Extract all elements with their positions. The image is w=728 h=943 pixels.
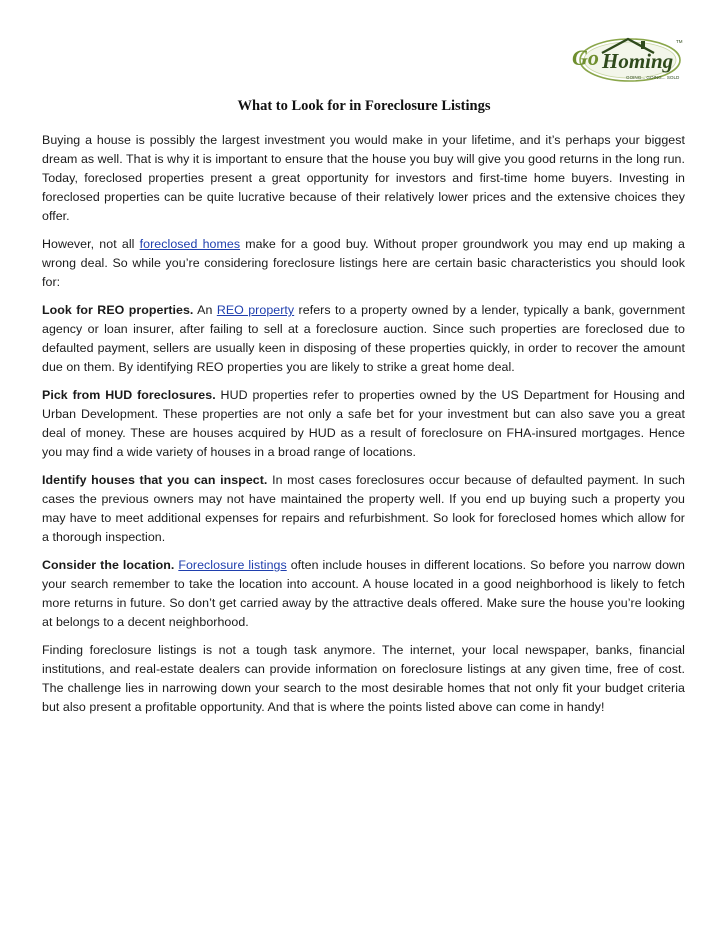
paragraph-text: make for a good buy. Without proper groundwork you may end up making a wrong deal. So while you’re considering foreclosure listings here are certain basic characteristics you should look for:: [42, 237, 685, 289]
paragraph-lead: Consider the location.: [42, 558, 175, 572]
logo-wordmark-homing: Homing: [602, 49, 674, 73]
paragraph-intro: [42, 131, 685, 226]
paragraph-lead: Identify houses that you can inspect.: [42, 473, 268, 487]
paragraph-reo: [42, 301, 685, 377]
gohoming-logo: [568, 34, 686, 86]
paragraph-location: [42, 556, 685, 632]
paragraph-text: often include houses in different locations. So before you narrow down your search remember to take the location into account. A house located in a good neighborhood is likely to fetch more returns in future. So don’t get carried away by the attractive deals offered. Make sure the house you’re looking at belongs to a decent neighborhood.: [42, 558, 685, 629]
foreclosure-listings-link[interactable]: Foreclosure listings: [178, 558, 287, 572]
paragraph-conclusion: [42, 641, 685, 717]
logo-trademark: TM: [676, 39, 683, 44]
paragraph-hud: [42, 386, 685, 462]
reo-property-link[interactable]: REO property: [216, 303, 295, 317]
paragraph-inspect: [42, 471, 685, 547]
paragraph-text: However, not all: [42, 237, 140, 251]
paragraph-groundwork: [42, 235, 685, 292]
paragraph-text: An: [193, 303, 217, 317]
paragraph-text: refers to a property owned by a lender, typically a bank, government agency or loan insurer, after failing to sell at a foreclosure auction. Since such properties are foreclosed due to defaulted payment, sellers are usually keen in disposing of these properties quickly, in order to recover the amount due on them. By identifying REO properties you are likely to strike a great home deal.: [42, 303, 685, 374]
logo-tagline: GOING... GOING... SOLD: [626, 75, 680, 80]
paragraph-lead: Pick from HUD foreclosures.: [42, 388, 216, 402]
paragraph-text: Buying a house is possibly the largest investment you would make in your lifetime, and it’s perhaps your biggest dream as well. That is why it is important to ensure that the house you buy will give you good returns in the long run. Today, foreclosed properties present a great opportunity for investors and first-time home buyers. Investing in foreclosed properties can be quite lucrative because of their relatively lower prices and the extensive choices they offer.: [42, 133, 685, 223]
paragraph-text: HUD properties refer to properties owned by the US Department for Housing and Urban Development. These properties are not only a safe bet for your investment but can also save you a great deal of money. These are houses acquired by HUD as a result of foreclosure on FHA-insured mortgages. Hence you may find a wide variety of houses in a broad range of locations.: [42, 388, 685, 459]
paragraph-text: Finding foreclosure listings is not a tough task anymore. The internet, your local newspaper, banks, financial institutions, and real-estate dealers can provide information on foreclosure listings at any given time, free of cost. The challenge lies in narrowing down your search to the most desirable homes that not only fit your budget criteria but also present a profitable opportunity. And that is where the points listed above can come in handy!: [42, 643, 685, 714]
foreclosed-homes-link[interactable]: foreclosed homes: [139, 237, 241, 251]
paragraph-text: In most cases foreclosures occur because of defaulted payment. In such cases the previous owners may not have maintained the property well. If you end up buying such a property you may have to meet additional expenses for repairs and refurbishment. So look for foreclosed homes which allow for a thorough inspection.: [42, 473, 685, 544]
logo-wordmark-go: Go: [572, 45, 599, 70]
paragraph-lead: Look for REO properties.: [42, 303, 194, 317]
page-title: What to Look for in Foreclosure Listings: [237, 98, 491, 114]
logo-house-icon: [568, 34, 686, 86]
article-body: [42, 131, 685, 726]
